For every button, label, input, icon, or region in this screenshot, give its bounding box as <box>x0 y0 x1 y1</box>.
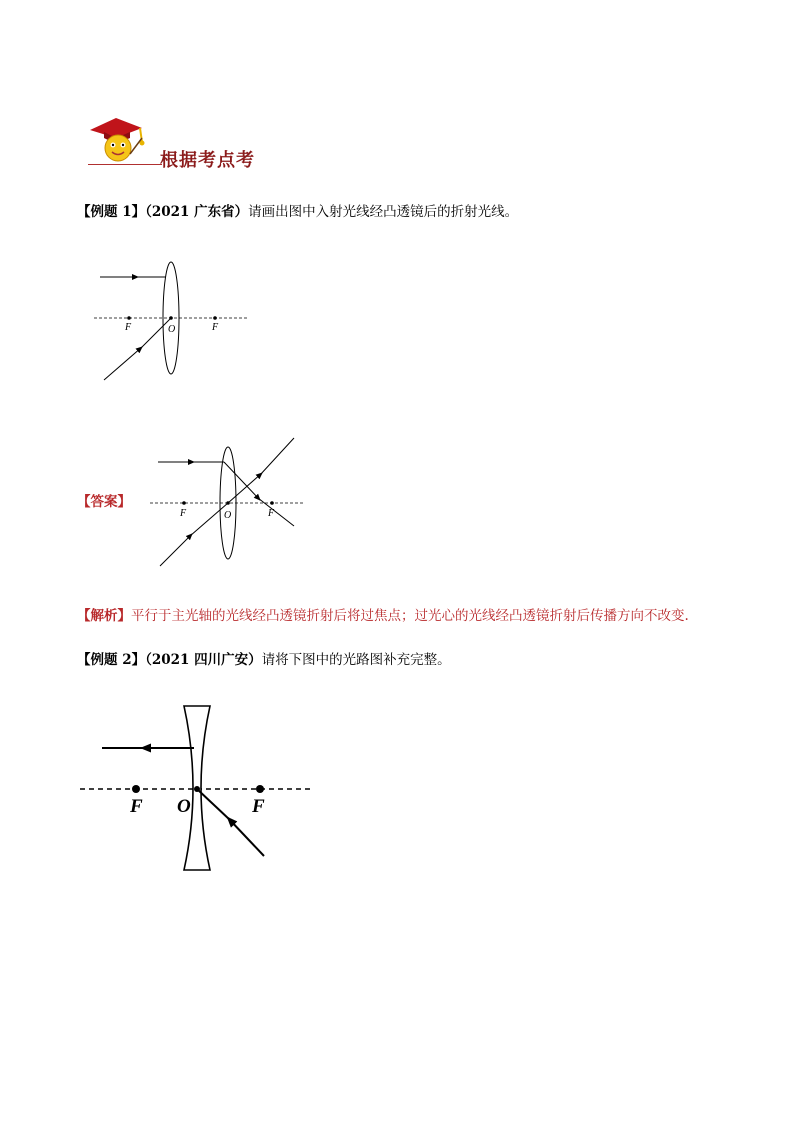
left-focus-label: F <box>130 796 143 817</box>
example2-question-text: 请将下图中的光路图补充完整。 <box>261 652 451 668</box>
graduation-cap-mascot-icon <box>86 108 150 164</box>
example1-question-text: 请画出图中入射光线经凸透镜后的折射光线。 <box>248 204 519 220</box>
undeviated-ray <box>228 473 262 503</box>
example1-convex-lens-figure <box>90 258 260 388</box>
right-focus-label: F <box>268 508 275 519</box>
example1-source: （2021 广东省） <box>145 204 249 220</box>
example1-tag: 【例题 1】 <box>77 204 146 220</box>
example2-concave-lens-figure <box>78 700 318 880</box>
center-label: O <box>177 796 191 817</box>
right-focus-label: F <box>252 796 265 817</box>
refracted-ray-through-focus <box>224 462 260 500</box>
right-focus-point <box>213 316 217 320</box>
explanation-tag: 【解析】 <box>77 608 131 624</box>
left-focus-label: F <box>180 508 187 519</box>
incident-ray-through-center <box>104 347 142 380</box>
center-label: O <box>224 510 232 521</box>
example2-source: （2021 四川广安） <box>145 652 262 668</box>
answer-convex-lens-figure <box>148 430 308 570</box>
example2-question-line <box>77 648 451 668</box>
example1-question-line <box>77 200 518 220</box>
section-title: 根据考点考 <box>160 150 255 171</box>
header-underline <box>88 164 162 165</box>
right-focus-label: F <box>212 322 219 333</box>
example2-tag: 【例题 2】 <box>77 652 146 668</box>
center-label: O <box>168 324 176 335</box>
optical-center-point <box>169 316 173 320</box>
answer-label: 【答案】 <box>77 494 131 510</box>
explanation-line <box>77 604 689 624</box>
left-focus-label: F <box>125 322 132 333</box>
left-focus-point <box>127 316 131 320</box>
explanation-text: 平行于主光轴的光线经凸透镜折射后将过焦点；过光心的光线经凸透镜折射后传播方向不改变. <box>131 608 689 624</box>
